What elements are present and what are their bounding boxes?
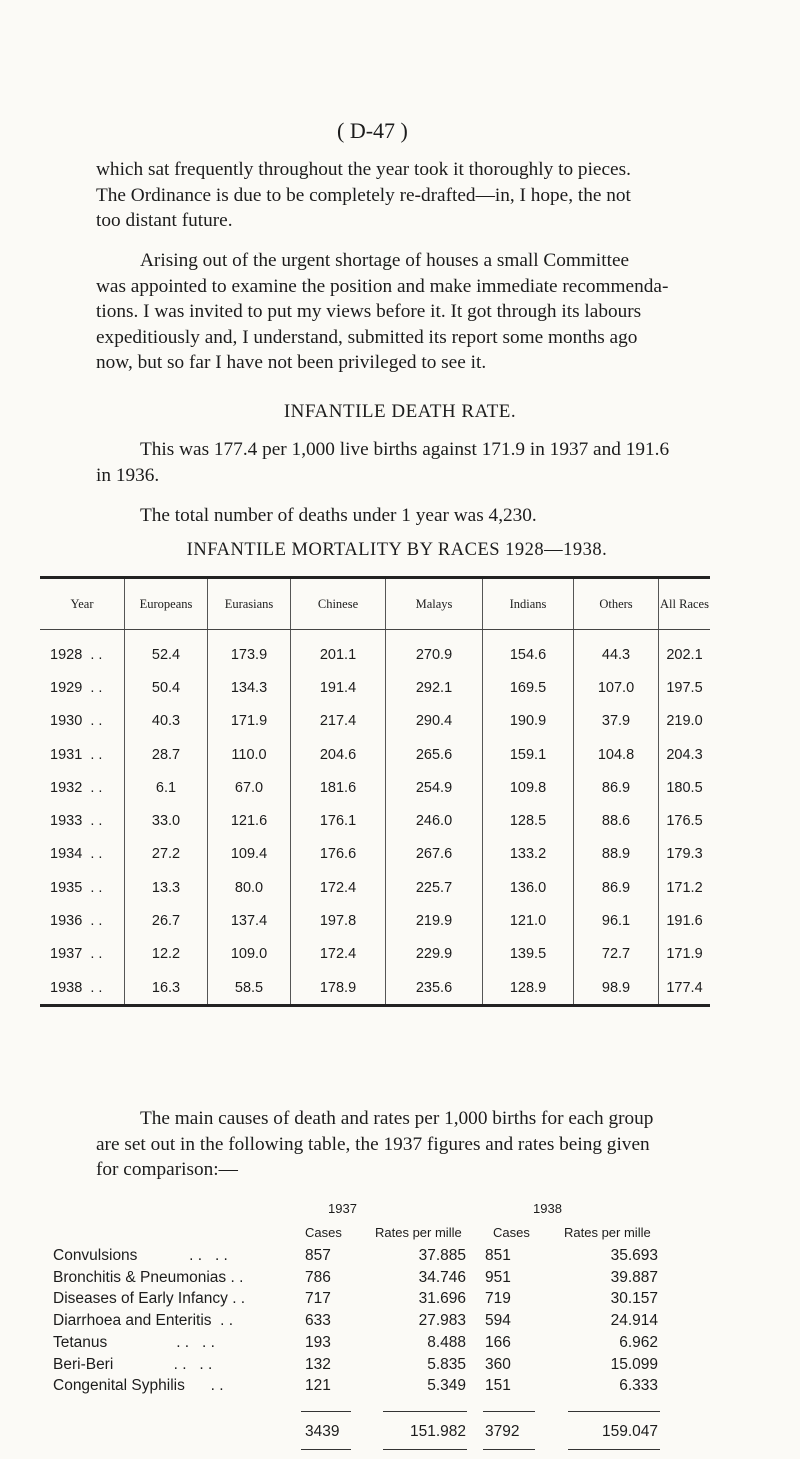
rate-cell: 246.0 [386,804,483,837]
cases-1938: 594 [485,1312,511,1330]
text-line: This was 177.4 per 1,000 live births against 171.9 in 1937 and 191.6 [140,439,670,460]
year-cell [40,738,125,771]
cause-label: Tetanus . . . . [53,1333,215,1351]
leader-dots: . . [82,813,103,830]
rate-cell: 33.0 [125,804,208,837]
rate-cell: 219.9 [386,904,483,937]
rate-cell: 128.5 [483,804,574,837]
total-rule [483,1449,535,1451]
rate-cell: 229.9 [386,938,483,971]
paragraph-causes-intro [96,1106,708,1183]
text-line: expeditiously and, I understand, submitted its report some months ago [96,326,638,348]
rate-1938: 15.099 [610,1355,658,1373]
text-line: The main causes of death and rates per 1,000 births for each group [140,1108,654,1129]
rate-cell: 267.6 [386,838,483,871]
cases-1937: 786 [305,1268,331,1286]
year-value: 1936 [50,913,83,930]
rate-cell: 96.1 [574,904,659,937]
rate-cell: 254.9 [386,771,483,804]
rate-cell: 171.9 [208,705,291,738]
paragraph-ordinance [96,157,708,234]
rate-cell: 44.3 [574,630,659,672]
cause-label: Bronchitis & Pneumonias . . [53,1268,244,1286]
col-header-rates-1937: Rates per mille [375,1225,462,1240]
cases-1938: 851 [485,1247,511,1264]
rate-cell: 109.0 [208,938,291,971]
text-line: was appointed to examine the position and make immediate recommenda- [96,275,669,297]
table-row [40,738,710,771]
rate-cell: 139.5 [483,938,574,971]
col-header-eurasians: Eurasians [208,579,291,630]
rate-cell: 270.9 [386,630,483,672]
text-line: for comparison:— [96,1159,238,1180]
table-row [40,871,710,904]
rate-cell: 58.5 [208,971,291,1004]
leader-dots: . . [82,846,103,863]
cause-label: Beri-Beri . . . . [53,1355,213,1373]
cause-row [53,1290,753,1311]
table-row [40,971,710,1004]
rate-cell: 136.0 [483,871,574,904]
rate-cell: 235.6 [386,971,483,1004]
section-title: INFANTILE DEATH RATE. [283,401,517,422]
year-cell [40,938,125,971]
rate-cell: 176.5 [659,804,711,837]
rate-cell: 169.5 [483,671,574,704]
col-header-europeans: Europeans [125,579,208,630]
year-cell [40,871,125,904]
year-value: 1932 [50,779,83,796]
table-row [40,938,710,971]
rate-cell: 201.1 [291,630,386,672]
total-rule [301,1449,351,1451]
rate-cell: 265.6 [386,738,483,771]
rate-cell: 171.2 [659,871,711,904]
rate-cell: 109.4 [208,838,291,871]
cases-1937: 193 [305,1333,331,1351]
paragraph-death-rate [96,437,708,488]
rate-cell: 154.6 [483,630,574,672]
leader-dots: . . [82,746,103,763]
year-value: 1931 [50,746,83,763]
year-cell [40,904,125,937]
rate-cell: 104.8 [574,738,659,771]
rate-cell: 202.1 [659,630,711,672]
col-header-year: Year [40,579,125,630]
rate-cell: 13.3 [125,871,208,904]
rate-cell: 217.4 [291,705,386,738]
leader-dots: . . [82,679,103,696]
rate-cell: 52.4 [125,630,208,672]
rate-1938: 30.157 [610,1290,658,1308]
rate-cell: 176.6 [291,838,386,871]
rate-cell: 110.0 [208,738,291,771]
rate-cell: 27.2 [125,838,208,871]
rate-cell: 72.7 [574,938,659,971]
rate-cell: 180.5 [659,771,711,804]
rate-cell: 16.3 [125,971,208,1004]
rate-cell: 86.9 [574,771,659,804]
total-rule [383,1449,467,1451]
paragraph-committee [96,248,708,376]
cause-label: Diarrhoea and Enteritis . . [53,1312,234,1330]
rate-cell: 88.6 [574,804,659,837]
rate-cell: 176.1 [291,804,386,837]
rate-cell: 204.6 [291,738,386,771]
rate-cell: 109.8 [483,771,574,804]
rate-cell: 219.0 [659,705,711,738]
rate-cell: 190.9 [483,705,574,738]
col-header-malays: Malays [386,579,483,630]
year-value: 1938 [50,979,83,996]
col-header-all-races: All Races [659,579,711,630]
rate-cell: 197.8 [291,904,386,937]
cause-row [53,1269,753,1290]
rate-cell: 37.9 [574,705,659,738]
rate-cell: 159.1 [483,738,574,771]
leader-dots: . . [82,979,103,996]
table-row [40,771,710,804]
sum-rule [483,1411,535,1413]
rate-1938: 35.693 [610,1247,658,1264]
table-title: INFANTILE MORTALITY BY RACES 1928—1938. [186,540,608,560]
cases-1938: 151 [485,1377,511,1395]
rate-cell: 26.7 [125,904,208,937]
total-rate-1938: 159.047 [601,1422,658,1440]
year-cell [40,971,125,1004]
cause-label: Congenital Syphilis . . [53,1377,224,1395]
cause-row [53,1312,753,1333]
rate-cell: 191.6 [659,904,711,937]
rate-cell: 225.7 [386,871,483,904]
text-line: in 1936. [96,464,160,486]
rate-cell: 181.6 [291,771,386,804]
table-row [40,838,710,871]
year-value: 1933 [50,813,83,830]
totals-row [53,1423,753,1444]
year-cell [40,671,125,704]
cause-row [53,1377,753,1398]
year-header-1938: 1938 [533,1201,562,1216]
rate-cell: 98.9 [574,971,659,1004]
rate-cell: 177.4 [659,971,711,1004]
rate-cell: 80.0 [208,871,291,904]
total-cases-1938: 3792 [485,1422,520,1440]
table-row [40,630,710,672]
cause-row [53,1334,753,1355]
total-cases-1937: 3439 [305,1422,340,1440]
rate-1937: 8.488 [427,1333,466,1351]
text-line: tions. I was invited to put my views before it. It got through its labours [96,301,642,322]
rate-1938: 39.887 [610,1268,658,1286]
cases-1938: 719 [485,1290,511,1308]
rate-1937: 27.983 [418,1312,466,1330]
cases-1938: 360 [485,1355,511,1373]
rate-cell: 137.4 [208,904,291,937]
cause-row [53,1356,753,1377]
rate-1937: 31.696 [418,1290,466,1308]
year-cell [40,630,125,672]
rate-cell: 121.6 [208,804,291,837]
rate-cell: 134.3 [208,671,291,704]
cases-1937: 857 [305,1247,331,1264]
rate-cell: 28.7 [125,738,208,771]
rate-cell: 171.9 [659,938,711,971]
table-row [40,705,710,738]
cause-label: Diseases of Early Infancy . . [53,1290,246,1308]
rate-cell: 12.2 [125,938,208,971]
rate-1937: 5.835 [427,1355,466,1373]
col-header-rates-1938: Rates per mille [564,1225,651,1240]
col-header-others: Others [574,579,659,630]
year-cell [40,771,125,804]
year-value: 1937 [50,946,83,963]
cases-1938: 166 [485,1333,511,1351]
rate-1938: 6.962 [619,1333,658,1351]
year-cell [40,705,125,738]
rate-cell: 197.5 [659,671,711,704]
rate-cell: 172.4 [291,871,386,904]
sum-rule [383,1411,467,1413]
leader-dots: . . [82,913,103,930]
col-header-indians: Indians [483,579,574,630]
total-rule [568,1449,660,1451]
col-header-cases-1937: Cases [305,1225,342,1240]
text-line: now, but so far I have not been privileged to see it. [96,352,487,373]
text-line: Arising out of the urgent shortage of houses a small Committee [140,250,630,271]
rate-cell: 204.3 [659,738,711,771]
rate-cell: 179.3 [659,838,711,871]
cases-1937: 121 [305,1377,331,1395]
rate-cell: 86.9 [574,871,659,904]
rate-cell: 50.4 [125,671,208,704]
rate-cell: 88.9 [574,838,659,871]
cases-1937: 633 [305,1312,331,1330]
cause-row [53,1247,753,1268]
cases-1938: 951 [485,1268,511,1286]
leader-dots: . . [82,779,103,796]
rate-cell: 173.9 [208,630,291,672]
text-line: The total number of deaths under 1 year was 4,230. [140,505,537,526]
text-line: The Ordinance is due to be completely re-drafted—in, I hope, the not [96,184,631,206]
leader-dots: . . [82,946,103,963]
mortality-table [40,576,710,1007]
rate-1937: 34.746 [418,1268,466,1286]
rate-1938: 24.914 [610,1312,658,1330]
col-header-cases-1938: Cases [493,1225,530,1240]
year-value: 1934 [50,846,83,863]
cause-label: Convulsions . . . . [53,1247,228,1264]
year-value: 1928 [50,646,83,663]
rate-cell: 133.2 [483,838,574,871]
rate-1938: 6.333 [619,1377,658,1395]
rate-cell: 121.0 [483,904,574,937]
text-line: are set out in the following table, the 1937 figures and rates being given [96,1133,650,1155]
rate-cell: 290.4 [386,705,483,738]
table-header-row [40,579,710,630]
page-number: ( D-47 ) [337,118,408,143]
sum-rule [301,1411,351,1413]
sum-rule [568,1411,660,1413]
rate-cell: 67.0 [208,771,291,804]
rate-cell: 178.9 [291,971,386,1004]
col-header-chinese: Chinese [291,579,386,630]
rate-cell: 292.1 [386,671,483,704]
cases-1937: 717 [305,1290,331,1308]
leader-dots: . . [82,646,103,663]
paragraph-total-deaths [96,503,708,529]
leader-dots: . . [82,713,103,730]
text-line: which sat frequently throughout the year took it thoroughly to pieces. [96,159,631,180]
year-cell [40,838,125,871]
table-row [40,804,710,837]
text-line: too distant future. [96,210,233,231]
rate-cell: 40.3 [125,705,208,738]
rate-1937: 37.885 [418,1247,466,1264]
year-header-1937: 1937 [328,1201,357,1216]
leader-dots: . . [82,879,103,896]
table-row [40,904,710,937]
table-row [40,671,710,704]
rate-cell: 128.9 [483,971,574,1004]
cases-1937: 132 [305,1355,331,1373]
rate-1937: 5.349 [427,1377,466,1395]
rate-cell: 107.0 [574,671,659,704]
rate-cell: 172.4 [291,938,386,971]
year-cell [40,804,125,837]
year-value: 1929 [50,679,83,696]
rate-cell: 191.4 [291,671,386,704]
year-value: 1935 [50,879,83,896]
total-rate-1937: 151.982 [409,1422,466,1440]
rate-cell: 6.1 [125,771,208,804]
year-value: 1930 [50,713,83,730]
